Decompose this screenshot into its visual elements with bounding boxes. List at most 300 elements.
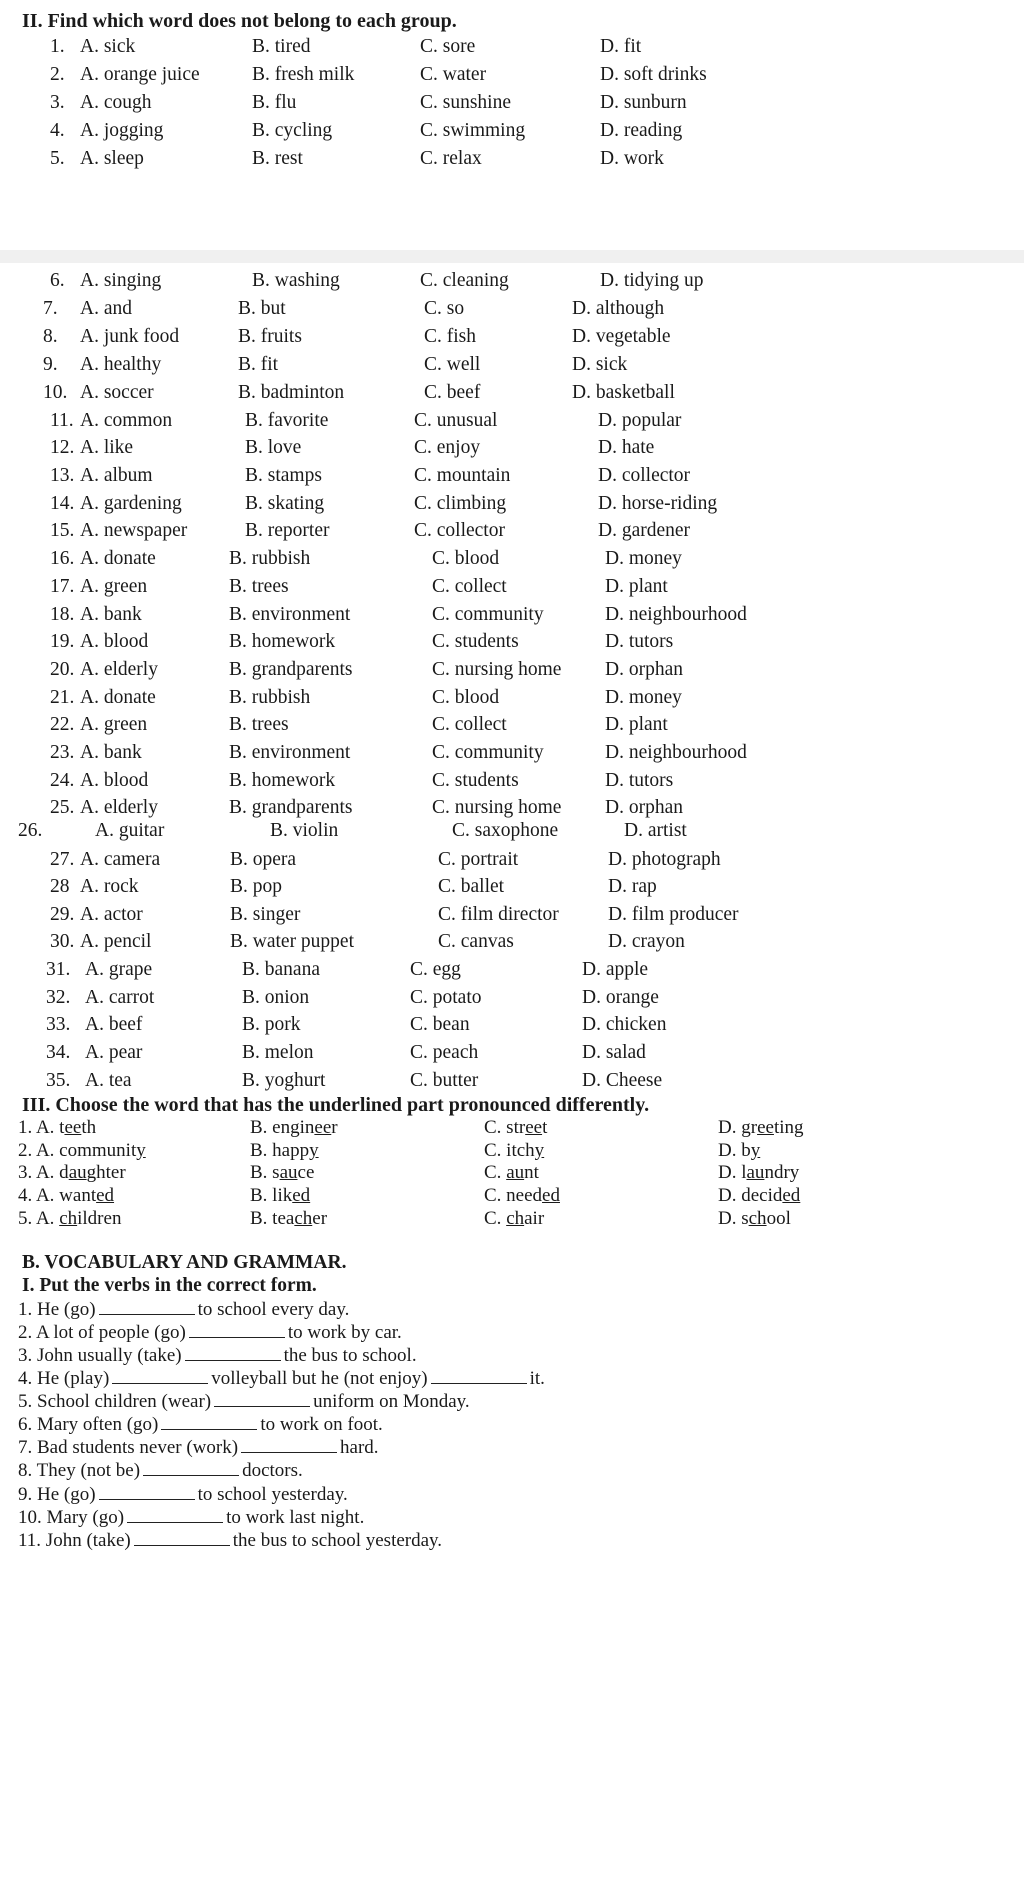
question-number: 18. bbox=[50, 604, 75, 625]
option-b: B. fit bbox=[238, 354, 279, 375]
exercise-text: to work on foot. bbox=[260, 1414, 383, 1435]
option-b: B. yoghurt bbox=[242, 1070, 326, 1091]
word-part: B. engin bbox=[250, 1117, 315, 1138]
exercise-text: to school yesterday. bbox=[197, 1484, 348, 1505]
option-b: B. cycling bbox=[252, 120, 333, 141]
option-a: A. like bbox=[80, 437, 134, 458]
option-a: A. healthy bbox=[80, 354, 162, 375]
question-row bbox=[0, 904, 853, 934]
option-a bbox=[18, 1162, 126, 1184]
question-number: 7. bbox=[43, 298, 58, 319]
option-d: D. money bbox=[605, 687, 682, 708]
answer-blank[interactable] bbox=[214, 1391, 310, 1407]
option-a: A. elderly bbox=[80, 659, 158, 680]
exercise-text: 7. Bad students never (work) bbox=[18, 1437, 239, 1458]
option-a: A. common bbox=[80, 410, 173, 431]
section-3-heading: III. Choose the word that has the underlined part pronounced differently. bbox=[22, 1094, 650, 1116]
option-b: B. water puppet bbox=[230, 931, 355, 952]
question-number: 21. bbox=[50, 687, 75, 708]
option-b: B. skating bbox=[245, 493, 325, 514]
answer-blank[interactable] bbox=[185, 1345, 281, 1361]
option-b: B. environment bbox=[229, 604, 351, 625]
option-b: B. rubbish bbox=[229, 687, 311, 708]
option-c: C. enjoy bbox=[414, 437, 481, 458]
option-a: A. blood bbox=[80, 631, 149, 652]
question-number: 25. bbox=[50, 797, 75, 818]
option-a: A. newspaper bbox=[80, 520, 188, 541]
question-number: 8. bbox=[43, 326, 58, 347]
underlined-letters: ed bbox=[292, 1185, 311, 1206]
word-part: B. tea bbox=[250, 1208, 295, 1229]
option-c: C. bean bbox=[410, 1014, 470, 1035]
word-part: B. happ bbox=[250, 1140, 310, 1161]
option-c: C. film director bbox=[438, 904, 559, 925]
option-b: B. homework bbox=[229, 770, 336, 791]
answer-blank[interactable] bbox=[241, 1437, 337, 1453]
option-a: A. elderly bbox=[80, 797, 158, 818]
option-c bbox=[484, 1117, 547, 1139]
option-b: B. grandparents bbox=[229, 659, 353, 680]
option-a: A. album bbox=[80, 465, 153, 486]
word-part: er bbox=[312, 1208, 328, 1229]
option-d: D. plant bbox=[605, 576, 668, 597]
option-d bbox=[718, 1185, 800, 1207]
question-number: 22. bbox=[50, 714, 75, 735]
question-row bbox=[0, 714, 853, 744]
option-d: D. collector bbox=[598, 465, 691, 486]
question-row bbox=[0, 270, 853, 300]
option-c bbox=[484, 1140, 544, 1162]
option-d: D. film producer bbox=[608, 904, 739, 925]
exercise-text: 5. School children (wear) bbox=[18, 1391, 212, 1412]
exercise-text: 9. He (go) bbox=[18, 1484, 96, 1505]
verb-exercise bbox=[18, 1322, 402, 1344]
option-a: A. bank bbox=[80, 604, 142, 625]
exercise-text: 10. Mary (go) bbox=[18, 1507, 125, 1528]
question-row bbox=[0, 64, 853, 94]
answer-blank[interactable] bbox=[99, 1484, 195, 1500]
option-b: B. environment bbox=[229, 742, 351, 763]
option-c: C. canvas bbox=[438, 931, 514, 952]
underlined-letters: ch bbox=[506, 1208, 525, 1229]
word-part: r bbox=[331, 1117, 338, 1138]
verb-exercise bbox=[18, 1507, 364, 1529]
option-c: C. climbing bbox=[414, 493, 507, 514]
exercise-text: 11. John (take) bbox=[18, 1530, 131, 1551]
question-number: 12. bbox=[50, 437, 75, 458]
section-b-heading: B. VOCABULARY AND GRAMMAR. bbox=[22, 1252, 347, 1273]
word-part: B. s bbox=[250, 1162, 280, 1183]
word-part: D. s bbox=[718, 1208, 749, 1229]
option-c: C. nursing home bbox=[432, 797, 562, 818]
option-d: D. soft drinks bbox=[600, 64, 707, 85]
option-c: C. beef bbox=[424, 382, 481, 403]
option-b: B. opera bbox=[230, 849, 297, 870]
question-number: 19. bbox=[50, 631, 75, 652]
answer-blank[interactable] bbox=[134, 1530, 230, 1546]
option-a: A. singing bbox=[80, 270, 162, 291]
exercise-text: doctors. bbox=[242, 1460, 303, 1481]
question-row bbox=[0, 631, 853, 661]
option-d: D. work bbox=[600, 148, 664, 169]
answer-blank[interactable] bbox=[161, 1414, 257, 1430]
word-part: ool bbox=[766, 1208, 791, 1229]
option-a: A. junk food bbox=[80, 326, 180, 347]
word-part: D. b bbox=[718, 1140, 751, 1161]
option-b: B. fruits bbox=[238, 326, 302, 347]
question-number: 15. bbox=[50, 520, 75, 541]
option-c: C. butter bbox=[410, 1070, 479, 1091]
verb-exercise bbox=[18, 1414, 383, 1436]
option-a: A. grape bbox=[85, 959, 153, 980]
word-part: 2. A. communit bbox=[18, 1140, 137, 1161]
option-c: C. blood bbox=[432, 548, 500, 569]
option-a: A. camera bbox=[80, 849, 161, 870]
question-number: 34. bbox=[46, 1042, 71, 1063]
word-part: ildren bbox=[77, 1208, 122, 1229]
underlined-letters: ch bbox=[294, 1208, 313, 1229]
answer-blank[interactable] bbox=[99, 1299, 195, 1315]
option-c: C. students bbox=[432, 631, 519, 652]
question-number: 26. bbox=[18, 820, 43, 841]
question-row bbox=[0, 1042, 853, 1072]
verb-exercise bbox=[18, 1437, 379, 1459]
underlined-letters: y bbox=[750, 1140, 761, 1161]
word-part: th bbox=[81, 1117, 97, 1138]
option-d: D. crayon bbox=[608, 931, 685, 952]
question-number: 5. bbox=[50, 148, 65, 169]
question-row bbox=[0, 1014, 853, 1044]
option-b: B. rest bbox=[252, 148, 303, 169]
option-a bbox=[18, 1117, 96, 1139]
question-number: 1. bbox=[50, 36, 65, 57]
question-number: 32. bbox=[46, 987, 71, 1008]
option-c: C. mountain bbox=[414, 465, 511, 486]
word-part: ndry bbox=[764, 1162, 800, 1183]
option-c: C. so bbox=[424, 298, 465, 319]
option-a: A. blood bbox=[80, 770, 149, 791]
option-a: A. beef bbox=[85, 1014, 143, 1035]
question-row bbox=[0, 687, 853, 717]
option-a: A. and bbox=[80, 298, 132, 319]
option-d bbox=[718, 1140, 760, 1162]
question-number: 2. bbox=[50, 64, 65, 85]
option-c: C. nursing home bbox=[432, 659, 562, 680]
word-part: ting bbox=[773, 1117, 804, 1138]
option-d: D. although bbox=[572, 298, 665, 319]
option-b: B. fresh milk bbox=[252, 64, 355, 85]
verb-exercise bbox=[18, 1484, 348, 1506]
word-part: C. itch bbox=[484, 1140, 535, 1161]
underlined-letters: y bbox=[534, 1140, 545, 1161]
word-part: C. str bbox=[484, 1117, 526, 1138]
option-a: A. donate bbox=[80, 548, 156, 569]
option-c bbox=[484, 1162, 539, 1184]
option-b bbox=[250, 1162, 314, 1184]
pronunciation-row bbox=[0, 1208, 853, 1238]
question-row bbox=[0, 770, 853, 800]
question-row bbox=[0, 410, 853, 440]
option-a: A. jogging bbox=[80, 120, 164, 141]
question-row bbox=[0, 493, 853, 523]
word-part: D. gr bbox=[718, 1117, 758, 1138]
question-row bbox=[0, 820, 853, 850]
option-d: D. plant bbox=[605, 714, 668, 735]
option-d: D. orphan bbox=[605, 659, 683, 680]
exercise-text: volleyball but he (not enjoy) bbox=[211, 1368, 428, 1389]
option-c: C. water bbox=[420, 64, 487, 85]
question-number: 35. bbox=[46, 1070, 71, 1091]
option-d: D. photograph bbox=[608, 849, 721, 870]
option-a: A. sleep bbox=[80, 148, 144, 169]
underlined-letters: ed bbox=[542, 1185, 560, 1206]
exercise-text: 3. John usually (take) bbox=[18, 1345, 182, 1366]
option-d: D. basketball bbox=[572, 382, 675, 403]
underlined-letters: ee bbox=[525, 1117, 543, 1138]
question-number: 31. bbox=[46, 959, 71, 980]
option-c: C. collector bbox=[414, 520, 505, 541]
option-b: B. but bbox=[238, 298, 286, 319]
question-row bbox=[0, 92, 853, 122]
option-d: D. tutors bbox=[605, 770, 674, 791]
question-row bbox=[0, 120, 853, 150]
question-number: 30. bbox=[50, 931, 75, 952]
option-d bbox=[718, 1162, 799, 1184]
option-a: A. green bbox=[80, 576, 148, 597]
option-a: A. actor bbox=[80, 904, 143, 925]
option-c bbox=[484, 1208, 544, 1230]
exercise-text: to school every day. bbox=[197, 1299, 350, 1320]
underlined-letters: au bbox=[279, 1162, 298, 1183]
question-number: 10. bbox=[43, 382, 68, 403]
question-row bbox=[0, 604, 853, 634]
question-number: 9. bbox=[43, 354, 58, 375]
exercise-text: 1. He (go) bbox=[18, 1299, 96, 1320]
option-b: B. washing bbox=[252, 270, 340, 291]
word-part: t bbox=[542, 1117, 548, 1138]
exercise-text: the bus to school. bbox=[283, 1345, 417, 1366]
option-a: A. pear bbox=[85, 1042, 143, 1063]
option-b: B. trees bbox=[229, 714, 289, 735]
word-part: 1. A. t bbox=[18, 1117, 65, 1138]
answer-blank[interactable] bbox=[112, 1368, 208, 1384]
option-d: D. orange bbox=[582, 987, 659, 1008]
option-b: B. violin bbox=[270, 820, 339, 841]
option-d: D. tutors bbox=[605, 631, 674, 652]
option-a: A. donate bbox=[80, 687, 156, 708]
option-c: C. peach bbox=[410, 1042, 479, 1063]
option-d: D. horse-riding bbox=[598, 493, 718, 514]
verb-exercise bbox=[18, 1368, 545, 1390]
option-c: C. sore bbox=[420, 36, 476, 57]
option-a: A. tea bbox=[85, 1070, 132, 1091]
option-c: C. blood bbox=[432, 687, 500, 708]
option-b: B. rubbish bbox=[229, 548, 311, 569]
question-row bbox=[0, 437, 853, 467]
option-d: D. hate bbox=[598, 437, 655, 458]
section-2-heading: II. Find which word does not belong to each group. bbox=[22, 10, 457, 32]
exercise-text: 2. A lot of people (go) bbox=[18, 1322, 186, 1343]
question-row bbox=[0, 576, 853, 606]
option-a bbox=[18, 1185, 114, 1207]
option-c: C. fish bbox=[424, 326, 477, 347]
option-c: C. ballet bbox=[438, 876, 505, 897]
question-row bbox=[0, 354, 853, 384]
word-part: ce bbox=[297, 1162, 315, 1183]
exercise-text: uniform on Monday. bbox=[313, 1391, 470, 1412]
option-a: A. sick bbox=[80, 36, 136, 57]
question-number: 33. bbox=[46, 1014, 71, 1035]
option-c: C. relax bbox=[420, 148, 482, 169]
word-part: C. need bbox=[484, 1185, 543, 1206]
option-a bbox=[18, 1208, 121, 1230]
option-d: D. apple bbox=[582, 959, 649, 980]
option-d: D. rap bbox=[608, 876, 657, 897]
question-row bbox=[0, 465, 853, 495]
exercise-text: to work last night. bbox=[226, 1507, 365, 1528]
question-row bbox=[0, 931, 853, 961]
question-row bbox=[0, 298, 853, 328]
answer-blank[interactable] bbox=[189, 1322, 285, 1338]
option-b: B. melon bbox=[242, 1042, 314, 1063]
option-b: B. pork bbox=[242, 1014, 301, 1035]
underlined-letters: au bbox=[506, 1162, 525, 1183]
question-row bbox=[0, 148, 853, 178]
verb-exercise bbox=[18, 1345, 417, 1367]
option-b bbox=[250, 1117, 338, 1139]
option-d: D. Cheese bbox=[582, 1070, 663, 1091]
exercise-text: 6. Mary often (go) bbox=[18, 1414, 159, 1435]
option-a: A. rock bbox=[80, 876, 139, 897]
option-b: B. favorite bbox=[245, 410, 329, 431]
section-b-subheading: I. Put the verbs in the correct form. bbox=[22, 1275, 317, 1296]
question-number: 16. bbox=[50, 548, 75, 569]
option-a: A. bank bbox=[80, 742, 142, 763]
option-b: B. tired bbox=[252, 36, 311, 57]
option-c: C. community bbox=[432, 742, 544, 763]
option-a: A. gardening bbox=[80, 493, 182, 514]
option-c: C. cleaning bbox=[420, 270, 509, 291]
option-c: C. unusual bbox=[414, 410, 498, 431]
option-d: D. neighbourhood bbox=[605, 604, 747, 625]
option-b: B. stamps bbox=[245, 465, 322, 486]
underlined-letters: ee bbox=[64, 1117, 82, 1138]
exercise-text: 8. They (not be) bbox=[18, 1460, 141, 1481]
question-row bbox=[0, 36, 853, 66]
underlined-letters: ee bbox=[314, 1117, 332, 1138]
option-c bbox=[484, 1185, 560, 1207]
exercise-text: hard. bbox=[340, 1437, 379, 1458]
option-d: D. sunburn bbox=[600, 92, 687, 113]
option-b: B. homework bbox=[229, 631, 336, 652]
word-part: 3. A. d bbox=[18, 1162, 69, 1183]
word-part: nt bbox=[524, 1162, 539, 1183]
question-row bbox=[0, 742, 853, 772]
option-b: B. onion bbox=[242, 987, 310, 1008]
question-number: 11. bbox=[50, 410, 74, 431]
option-d: D. neighbourhood bbox=[605, 742, 747, 763]
option-b: B. banana bbox=[242, 959, 320, 980]
question-row bbox=[0, 959, 853, 989]
question-number: 23. bbox=[50, 742, 75, 763]
question-number: 20. bbox=[50, 659, 75, 680]
underlined-letters: au bbox=[68, 1162, 87, 1183]
option-c: C. community bbox=[432, 604, 544, 625]
question-number: 17. bbox=[50, 576, 75, 597]
question-number: 28 bbox=[50, 876, 70, 897]
page-break bbox=[0, 250, 1024, 263]
option-b: B. grandparents bbox=[229, 797, 353, 818]
option-c: C. collect bbox=[432, 576, 507, 597]
option-c: C. collect bbox=[432, 714, 507, 735]
word-part: 4. A. want bbox=[18, 1185, 97, 1206]
option-b bbox=[250, 1185, 310, 1207]
exercise-text: to work by car. bbox=[287, 1322, 402, 1343]
option-a: A. carrot bbox=[85, 987, 155, 1008]
option-a: A. guitar bbox=[95, 820, 165, 841]
option-d: D. tidying up bbox=[600, 270, 704, 291]
verb-exercise bbox=[18, 1530, 442, 1552]
word-part: ghter bbox=[86, 1162, 126, 1183]
question-row bbox=[0, 548, 853, 578]
option-b: B. love bbox=[245, 437, 302, 458]
answer-blank[interactable] bbox=[143, 1460, 239, 1476]
option-d: D. orphan bbox=[605, 797, 683, 818]
option-a bbox=[18, 1140, 146, 1162]
underlined-letters: au bbox=[746, 1162, 765, 1183]
option-a: A. cough bbox=[80, 92, 152, 113]
option-c: C. students bbox=[432, 770, 519, 791]
exercise-text: the bus to school yesterday. bbox=[232, 1530, 443, 1551]
option-c: C. portrait bbox=[438, 849, 519, 870]
option-a: A. soccer bbox=[80, 382, 154, 403]
word-part: air bbox=[524, 1208, 545, 1229]
answer-blank[interactable] bbox=[431, 1368, 527, 1384]
underlined-letters: ch bbox=[748, 1208, 767, 1229]
option-c: C. swimming bbox=[420, 120, 526, 141]
option-d: D. popular bbox=[598, 410, 682, 431]
option-b: B. reporter bbox=[245, 520, 330, 541]
question-row bbox=[0, 876, 853, 906]
option-c: C. well bbox=[424, 354, 481, 375]
verb-exercise bbox=[18, 1299, 349, 1321]
option-d: D. chicken bbox=[582, 1014, 667, 1035]
option-b: B. pop bbox=[230, 876, 283, 897]
question-number: 4. bbox=[50, 120, 65, 141]
answer-blank[interactable] bbox=[127, 1507, 223, 1523]
question-row bbox=[0, 520, 853, 550]
question-row bbox=[0, 382, 853, 412]
option-b: B. singer bbox=[230, 904, 301, 925]
word-part: B. lik bbox=[250, 1185, 293, 1206]
option-d bbox=[718, 1117, 804, 1139]
option-a: A. orange juice bbox=[80, 64, 200, 85]
question-row bbox=[0, 849, 853, 879]
option-d: D. gardener bbox=[598, 520, 691, 541]
underlined-letters: ch bbox=[59, 1208, 78, 1229]
option-a: A. green bbox=[80, 714, 148, 735]
exercise-text: it. bbox=[529, 1368, 545, 1389]
underlined-letters: y bbox=[136, 1140, 146, 1161]
question-number: 24. bbox=[50, 770, 75, 791]
verb-exercise bbox=[18, 1460, 303, 1482]
option-d: D. sick bbox=[572, 354, 628, 375]
exercise-text: 4. He (play) bbox=[18, 1368, 110, 1389]
option-c: C. sunshine bbox=[420, 92, 512, 113]
question-number: 13. bbox=[50, 465, 75, 486]
underlined-letters: ed bbox=[782, 1185, 801, 1206]
option-d: D. salad bbox=[582, 1042, 646, 1063]
